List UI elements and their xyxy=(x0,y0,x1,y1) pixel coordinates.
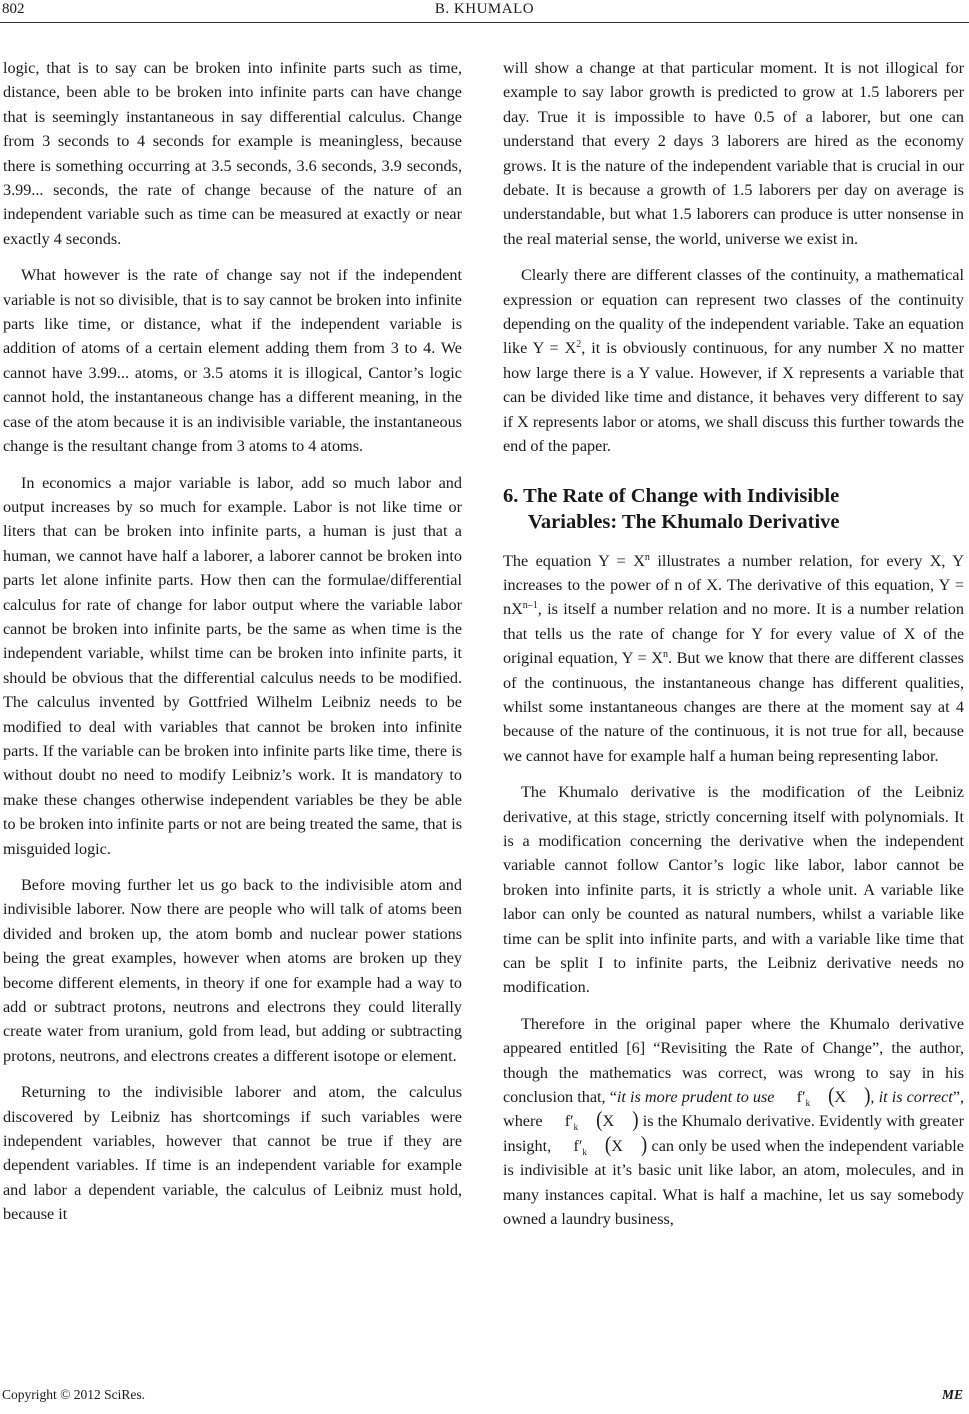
section-heading xyxy=(503,483,964,535)
khumalo-derivative-symbol xyxy=(779,1085,871,1109)
paragraph: What however is the rate of change say not if the independent variable is not so divisible, that is to say cannot be broken into infinite parts like time, or distance, what if the independent variable is addition of atoms of a certain element adding them from 3 to 4. We cannot have 3.99... atoms, or 3.5 atoms it is illogical, Cantor’s logic cannot hold, the instantaneous change has a different meaning, in the case of the atom because it is an indivisible variable, the instantaneous change is the resultant change from 3 atoms to 4 atoms. xyxy=(3,266,462,456)
math-sub: k xyxy=(573,1122,579,1133)
superscript: 2 xyxy=(576,339,582,351)
text-run: The equation Y = X xyxy=(503,551,645,570)
khumalo-derivative-symbol xyxy=(547,1109,639,1133)
paragraph: In economics a major variable is labor, add so much labor and output increases by so much for example. Labor is not like time or liters that can be broken into infinite parts, a human is just that a human, we cannot have half a laborer, a laborer cannot be broken into parts let alone infinite parts. How then can the formulae/differential calculus for rate of change for labor output where the variable labor cannot be broken into infinite parts, be the same as when time is the independent variable, whilst time can be broken into infinite parts, it should be obvious that the differential calculus needs to be modified. The calculus invented by Gottfried Wilhelm Leibniz needs to be modified to deal with variables that cannot be broken into infinite parts. If the variable can be broken into infinite parts like time, there is without doubt no need to modify Leibniz’s work. It is mandatory to make these changes otherwise independent variables be they be able to be broken into infinite parts or not are being treated the same, that is misguided logic. xyxy=(3,473,462,858)
text-run: ”, where xyxy=(503,1088,965,1131)
copyright: Copyright © 2012 SciRes. xyxy=(2,1387,146,1402)
section-title-line2: Variables: The Khumalo Derivative xyxy=(528,510,840,533)
superscript: n xyxy=(644,551,650,563)
superscript: n–1 xyxy=(522,600,538,612)
paragraph: logic, that is to say can be broken into infinite parts such as time, distance, been able to be broken into infinite parts can have change that is seemingly instantaneous in say differential calculus. Change from 3 seconds to 4 seconds for example is meaningless, because there is something occurring at 3.5 seconds, 3.6 seconds, 3.9 seconds, 3.99... seconds, the rate of change because of the nature of an independent variable such as time can be measured at exactly or near exactly 4 seconds. xyxy=(3,59,462,248)
left-column xyxy=(3,56,462,1239)
section-title-line1: The Rate of Change with Indivisible xyxy=(523,484,840,507)
page-header xyxy=(0,0,969,22)
math-paren: ) xyxy=(864,1084,871,1109)
text-run: illustrates a number relation, for every X, Y increases to the power of n of X. The derivative of this equation, Y = nX xyxy=(503,551,964,619)
text-run: is the Khumalo derivative. Evidently with greater insight, xyxy=(503,1112,965,1155)
superscript: n xyxy=(662,649,668,661)
journal-abbrev: ME xyxy=(941,1387,963,1402)
running-head: B. KHUMALO xyxy=(434,1,535,17)
paragraph: will show a change at that particular moment. It is not illogical for example to say labor growth is predicted to grow at 1.5 laborers per day. True it is impossible to have 0.5 of a laborer, but one can understand that every 2 days 3 laborers are hired as the economy grows. It is the nature of the independent variable that is crucial in our debate. It is because a growth of 1.5 laborers per day on average is understandable, but what 1.5 laborers can produce is utter nonsense in the real material sense, the world, universe we exist in. xyxy=(503,59,964,248)
paragraph xyxy=(503,1012,964,1232)
math-paren: ( xyxy=(596,1108,603,1133)
math-x: X xyxy=(602,1112,615,1131)
text-run: Clearly there are different classes of the continuity, a mathematical expression or equation can represent two classes of the continuity depending on the quality of the independent variable. Take an equation like Y = X xyxy=(503,266,964,358)
math-paren: ) xyxy=(632,1108,639,1133)
text-run: , is itself a number relation and no more. It is a number relation that tells us the rate of change for Y for every value of X of the original equation, Y = X xyxy=(503,600,964,668)
header-rule xyxy=(0,22,969,23)
math-sub: k xyxy=(805,1098,811,1109)
italic-run: it is more prudent to use xyxy=(616,1088,775,1107)
text-run: can only be used when the independent variable is indivisible at it’s basic unit like labor, an atom, molecules, and in many instances capital. What is half a machine, let us say somebody owned a laundry business, xyxy=(503,1136,964,1229)
math-x: X xyxy=(834,1088,847,1107)
text-run: . But we know that there are different classes of the continuous, the instantaneous change has different qualities, whilst some instantaneous changes are there at the moment say at 4 because of the nature of the continuous, it is not true for all, because we cannot have for example half a human being representing labor. xyxy=(503,649,964,765)
math-x: X xyxy=(611,1136,623,1155)
math-paren: ) xyxy=(640,1133,648,1158)
section-number: 6. xyxy=(503,484,519,507)
khumalo-derivative-symbol xyxy=(555,1134,647,1158)
math-f: f′ xyxy=(796,1088,806,1107)
page-number: 802 xyxy=(2,1,25,17)
right-column xyxy=(503,56,964,1243)
paragraph: Returning to the indivisible laborer and atom, the calculus discovered by Leibniz has shortcomings if such variables were independent variables, however that cannot be true if they are dependent variables. If time is an independent variable for example and labor a dependent variable, the calculus of Leibniz must hold, because it xyxy=(3,1083,462,1224)
math-sub: k xyxy=(582,1146,587,1157)
paragraph: The Khumalo derivative is the modification of the Leibniz derivative, at this stage, strictly concerning itself with polynomials. It is a modification concerning the derivative when the independent variable cannot follow Cantor’s logic like labor, labor cannot be broken into infinite parts, it is strictly a whole unit. A variable like labor can only be counted as natural numbers, whilst a variable like time can be split into infinite parts, and with a variable like time that can be split I to infinite parts, the Leibniz derivative needs no modification. xyxy=(503,783,964,997)
math-f: f′ xyxy=(573,1136,583,1155)
math-paren: ( xyxy=(828,1084,835,1109)
italic-run: , it is correct xyxy=(870,1088,953,1107)
paragraph: Before moving further let us go back to the indivisible atom and indivisible laborer. Now there are people who will talk of atoms been divided and broken up, the atom bomb and nuclear power stations being the great examples, however when atoms are broken up they become different elements, in theory if one for example had a way to add or subtract protons, neutrons and electrons they could literally create water from uranium, gold from lead, but adding or subtracting protons, neutrons, and electrons creates a different isotope or element. xyxy=(3,876,462,1065)
math-f: f′ xyxy=(564,1112,574,1131)
math-paren: ( xyxy=(604,1133,612,1158)
text-run: Therefore in the original paper where the Khumalo derivative appeared entitled [6] “Revisiting the Rate of Change”, the author, though the mathematics was correct, was wrong to say in his conclusion that, “ xyxy=(503,1014,964,1107)
paragraph xyxy=(503,549,964,769)
paragraph xyxy=(503,263,964,458)
text-run: , it is obviously continuous, for any number X no matter how large there is a Y value. However, if X represents a variable that can be divided like time and distance, it behaves very different to say if X represents labor or atoms, we shall discuss this further towards the end of the paper. xyxy=(503,339,964,456)
